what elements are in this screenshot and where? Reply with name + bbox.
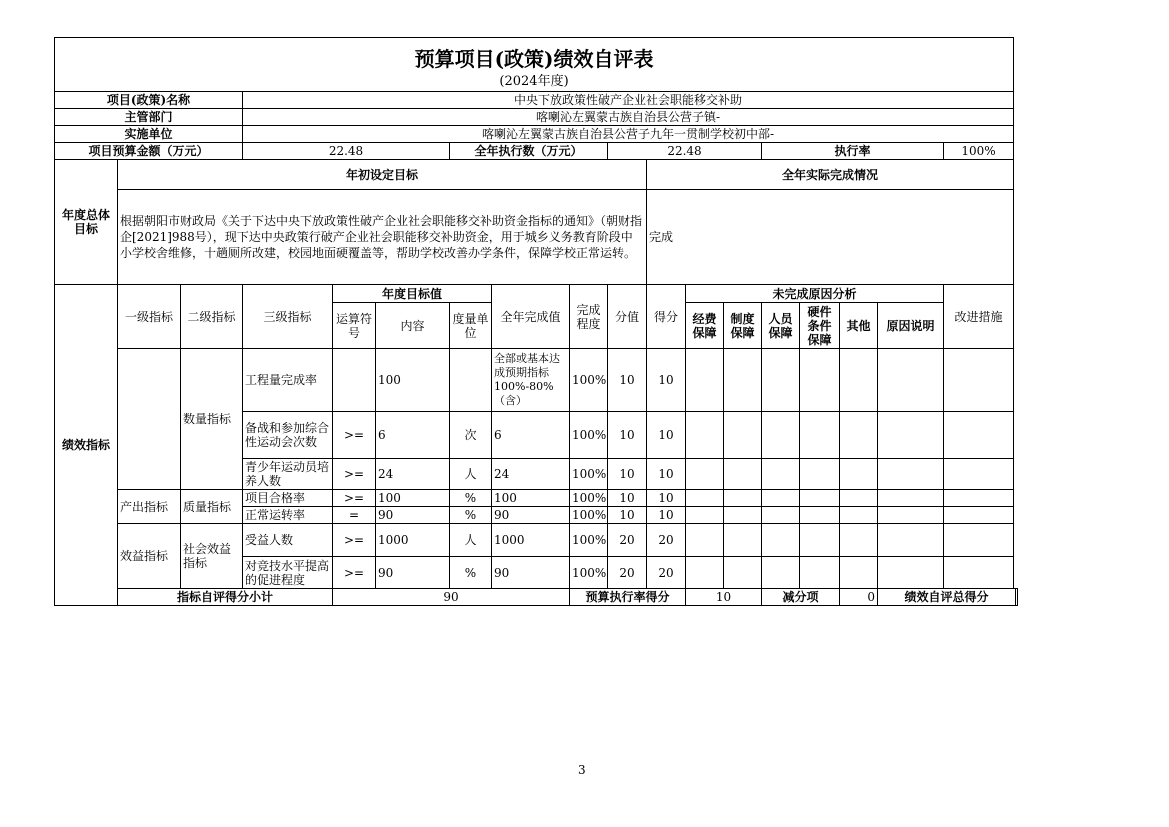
header-content: 内容 [376, 303, 450, 349]
indicator-content: 90 [376, 557, 450, 589]
indicator-unit: % [450, 557, 492, 589]
indicator-op: >= [333, 557, 376, 589]
header-op: 运算符号 [333, 303, 376, 349]
indicator-unit: 次 [450, 412, 492, 459]
indicator-content: 100 [376, 490, 450, 507]
unit-value: 喀喇沁左翼蒙古族自治县公营子九年一贯制学校初中部- [243, 126, 1014, 143]
perf-label: 绩效指标 [55, 285, 118, 606]
indicator-completion: 100% [570, 412, 608, 459]
group-benefit: 效益指标 [118, 524, 181, 589]
subtotal-label: 指标自评得分小计 [118, 589, 333, 606]
goals-label: 年度总体目标 [55, 160, 118, 285]
indicator-unit: % [450, 507, 492, 524]
indicator-name: 对竞技水平提高的促进程度 [243, 557, 333, 589]
indicator-unit: 人 [450, 459, 492, 490]
indicator-name: 项目合格率 [243, 490, 333, 507]
budget-label: 项目预算金额（万元） [55, 143, 243, 160]
report-year: (2024年度) [55, 74, 1014, 92]
indicator-value: 10 [608, 349, 647, 412]
group-output: 产出指标 [118, 490, 181, 524]
indicator-completion: 100% [570, 507, 608, 524]
budget-value: 22.48 [243, 143, 450, 160]
group-social: 社会效益指标 [181, 524, 243, 589]
unit-label: 实施单位 [55, 126, 243, 143]
group-output-spacer [118, 349, 181, 490]
table-row [55, 524, 1018, 557]
indicator-name: 备战和参加综合性运动会次数 [243, 412, 333, 459]
header-reason-staff: 人员保障 [762, 303, 800, 349]
header-score: 得分 [647, 285, 686, 349]
indicator-completion: 100% [570, 349, 608, 412]
rate-label: 执行率 [762, 143, 944, 160]
actual-header: 全年实际完成情况 [647, 160, 1014, 190]
indicator-name: 正常运转率 [243, 507, 333, 524]
indicator-score: 10 [647, 507, 686, 524]
total-label: 绩效自评总得分 [878, 589, 1016, 606]
indicator-score: 20 [647, 524, 686, 557]
header-level3: 三级指标 [243, 285, 333, 349]
indicator-completion: 100% [570, 490, 608, 507]
project-name-value: 中央下放政策性破产企业社会职能移交补助 [243, 92, 1014, 109]
header-reason-note: 原因说明 [878, 303, 944, 349]
indicator-value: 20 [608, 524, 647, 557]
header-unit: 度量单位 [450, 303, 492, 349]
indicator-actual: 24 [492, 459, 570, 490]
deduct-label: 减分项 [762, 589, 840, 606]
initial-goal-header: 年初设定目标 [118, 160, 647, 190]
indicator-unit: 人 [450, 524, 492, 557]
header-full-year: 全年完成值 [492, 285, 570, 349]
indicator-content: 6 [376, 412, 450, 459]
indicator-actual: 90 [492, 507, 570, 524]
page-number: 3 [578, 763, 586, 777]
indicator-actual: 全部或基本达成预期指标100%-80%（含） [492, 349, 570, 412]
indicator-score: 10 [647, 412, 686, 459]
header-annual-target: 年度目标值 [333, 285, 492, 303]
header-improve: 改进措施 [944, 285, 1014, 349]
indicator-completion: 100% [570, 524, 608, 557]
header-reason-funding: 经费保障 [686, 303, 724, 349]
header-level2: 二级指标 [181, 285, 243, 349]
indicator-name: 青少年运动员培养人数 [243, 459, 333, 490]
total-value [1016, 589, 1018, 606]
initial-goal-text: 根据朝阳市财政局《关于下达中央下放政策性破产企业社会职能移交补助资金指标的通知》（朝财指企[2021]988号），现下达中央政策行破产企业社会职能移交补助资金，用于城乡义务教育阶段中小学校舍维修，十趟厕所改建，校园地面硬覆盖等，帮助学校改善办学条件，保障学校正常运转。 [118, 190, 647, 285]
deduct-value: 0 [840, 589, 878, 606]
dept-label: 主管部门 [55, 109, 243, 126]
table-row [55, 349, 1018, 412]
project-name-label: 项目(政策)名称 [55, 92, 243, 109]
indicator-value: 10 [608, 459, 647, 490]
indicator-op: >= [333, 490, 376, 507]
indicator-actual: 6 [492, 412, 570, 459]
indicator-op: >= [333, 459, 376, 490]
indicator-unit [450, 349, 492, 412]
header-reason-hardware: 硬件条件保障 [800, 303, 840, 349]
indicator-value: 10 [608, 507, 647, 524]
indicator-name: 受益人数 [243, 524, 333, 557]
indicator-unit: % [450, 490, 492, 507]
indicator-value: 10 [608, 490, 647, 507]
indicator-content: 1000 [376, 524, 450, 557]
dept-value: 喀喇沁左翼蒙古族自治县公营子镇- [243, 109, 1014, 126]
indicator-content: 90 [376, 507, 450, 524]
group-quantity: 数量指标 [181, 349, 243, 490]
indicator-value: 20 [608, 557, 647, 589]
indicator-actual: 1000 [492, 524, 570, 557]
indicator-name: 工程量完成率 [243, 349, 333, 412]
subtotal-value: 90 [333, 589, 570, 606]
header-level1: 一级指标 [118, 285, 181, 349]
indicator-op: = [333, 507, 376, 524]
header-score-value: 分值 [608, 285, 647, 349]
header-reason-other: 其他 [840, 303, 878, 349]
indicator-actual: 90 [492, 557, 570, 589]
table-row [55, 490, 1018, 507]
indicator-value: 10 [608, 412, 647, 459]
indicator-score: 20 [647, 557, 686, 589]
actual-text: 完成 [647, 190, 1014, 285]
performance-table [54, 37, 1018, 606]
indicator-op [333, 349, 376, 412]
indicator-op: >= [333, 412, 376, 459]
indicator-score: 10 [647, 490, 686, 507]
indicator-content: 100 [376, 349, 450, 412]
indicator-op: >= [333, 524, 376, 557]
indicator-content: 24 [376, 459, 450, 490]
budget-score-value: 10 [686, 589, 762, 606]
group-quality: 质量指标 [181, 490, 243, 524]
exec-value: 22.48 [608, 143, 762, 160]
page-title: 预算项目(政策)绩效自评表 [55, 38, 1014, 74]
budget-score-label: 预算执行率得分 [570, 589, 686, 606]
header-reasons: 未完成原因分析 [686, 285, 944, 303]
header-reason-system: 制度保障 [724, 303, 762, 349]
indicator-score: 10 [647, 349, 686, 412]
indicator-actual: 100 [492, 490, 570, 507]
indicator-score: 10 [647, 459, 686, 490]
rate-value: 100% [944, 143, 1014, 160]
indicator-completion: 100% [570, 557, 608, 589]
indicator-completion: 100% [570, 459, 608, 490]
exec-label: 全年执行数（万元） [450, 143, 608, 160]
header-completion: 完成程度 [570, 285, 608, 349]
